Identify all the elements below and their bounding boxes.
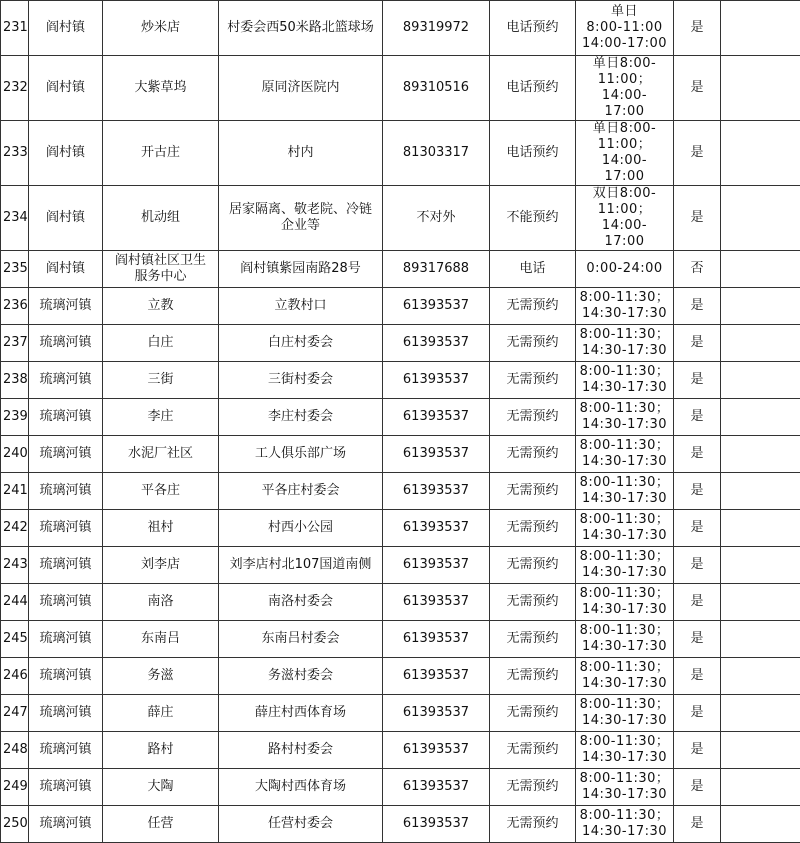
empty-cell bbox=[721, 399, 800, 436]
address-cell: 白庄村委会 bbox=[219, 325, 383, 362]
hours-cell: 8:00-11:30； 14:30-17:30 bbox=[576, 473, 674, 510]
phone-cell: 61393537 bbox=[383, 473, 490, 510]
booking-mode-cell: 无需预约 bbox=[490, 658, 576, 695]
flag-cell: 是 bbox=[674, 695, 721, 732]
flag-cell: 是 bbox=[674, 806, 721, 843]
empty-cell bbox=[721, 325, 800, 362]
booking-mode-cell: 无需预约 bbox=[490, 547, 576, 584]
town-cell: 琉璃河镇 bbox=[29, 769, 103, 806]
site-name-cell: 阎村镇社区卫生 服务中心 bbox=[103, 251, 219, 288]
table-row bbox=[1, 510, 800, 547]
table-body bbox=[1, 1, 800, 843]
site-name-cell: 大紫草坞 bbox=[103, 56, 219, 121]
address-cell: 务滋村委会 bbox=[219, 658, 383, 695]
site-name-cell: 祖村 bbox=[103, 510, 219, 547]
booking-mode-cell: 无需预约 bbox=[490, 362, 576, 399]
phone-cell: 61393537 bbox=[383, 510, 490, 547]
address-cell: 南洛村委会 bbox=[219, 584, 383, 621]
site-name-cell: 南洛 bbox=[103, 584, 219, 621]
row-number: 248 bbox=[1, 732, 29, 769]
phone-cell: 61393537 bbox=[383, 547, 490, 584]
address-cell: 村内 bbox=[219, 121, 383, 186]
address-cell: 任营村委会 bbox=[219, 806, 383, 843]
booking-mode-cell: 电话预约 bbox=[490, 1, 576, 56]
phone-cell: 89317688 bbox=[383, 251, 490, 288]
site-name-cell: 平各庄 bbox=[103, 473, 219, 510]
empty-cell bbox=[721, 1, 800, 56]
site-name-cell: 东南吕 bbox=[103, 621, 219, 658]
booking-mode-cell: 无需预约 bbox=[490, 621, 576, 658]
table-row bbox=[1, 547, 800, 584]
flag-cell: 是 bbox=[674, 769, 721, 806]
phone-cell: 61393537 bbox=[383, 769, 490, 806]
row-number: 239 bbox=[1, 399, 29, 436]
phone-cell: 61393537 bbox=[383, 288, 490, 325]
address-cell: 村西小公园 bbox=[219, 510, 383, 547]
empty-cell bbox=[721, 288, 800, 325]
town-cell: 琉璃河镇 bbox=[29, 732, 103, 769]
flag-cell: 是 bbox=[674, 658, 721, 695]
table-row bbox=[1, 288, 800, 325]
phone-cell: 61393537 bbox=[383, 621, 490, 658]
table-row bbox=[1, 473, 800, 510]
address-cell: 路村村委会 bbox=[219, 732, 383, 769]
table-row bbox=[1, 436, 800, 473]
flag-cell: 是 bbox=[674, 584, 721, 621]
hours-cell: 单日8:00- 11:00；14:00- 17:00 bbox=[576, 56, 674, 121]
booking-mode-cell: 无需预约 bbox=[490, 399, 576, 436]
flag-cell: 是 bbox=[674, 436, 721, 473]
address-cell: 刘李店村北107国道南侧 bbox=[219, 547, 383, 584]
town-cell: 琉璃河镇 bbox=[29, 584, 103, 621]
town-cell: 琉璃河镇 bbox=[29, 658, 103, 695]
table-row bbox=[1, 251, 800, 288]
row-number: 244 bbox=[1, 584, 29, 621]
booking-mode-cell: 无需预约 bbox=[490, 473, 576, 510]
row-number: 243 bbox=[1, 547, 29, 584]
address-cell: 东南吕村委会 bbox=[219, 621, 383, 658]
flag-cell: 是 bbox=[674, 547, 721, 584]
empty-cell bbox=[721, 510, 800, 547]
phone-cell: 61393537 bbox=[383, 362, 490, 399]
flag-cell: 是 bbox=[674, 1, 721, 56]
hours-cell: 单日8:00- 11:00；14:00- 17:00 bbox=[576, 121, 674, 186]
address-cell: 阎村镇紫园南路28号 bbox=[219, 251, 383, 288]
flag-cell: 是 bbox=[674, 621, 721, 658]
booking-mode-cell: 电话预约 bbox=[490, 56, 576, 121]
hours-cell: 8:00-11:30； 14:30-17:30 bbox=[576, 399, 674, 436]
site-name-cell: 薛庄 bbox=[103, 695, 219, 732]
flag-cell: 是 bbox=[674, 288, 721, 325]
hours-cell: 8:00-11:30； 14:30-17:30 bbox=[576, 732, 674, 769]
flag-cell: 是 bbox=[674, 325, 721, 362]
hours-cell: 双日8:00- 11:00；14:00- 17:00 bbox=[576, 186, 674, 251]
town-cell: 琉璃河镇 bbox=[29, 399, 103, 436]
booking-mode-cell: 无需预约 bbox=[490, 806, 576, 843]
flag-cell: 否 bbox=[674, 251, 721, 288]
town-cell: 琉璃河镇 bbox=[29, 473, 103, 510]
flag-cell: 是 bbox=[674, 121, 721, 186]
flag-cell: 是 bbox=[674, 732, 721, 769]
hours-cell: 8:00-11:30； 14:30-17:30 bbox=[576, 806, 674, 843]
site-name-cell: 路村 bbox=[103, 732, 219, 769]
town-cell: 阎村镇 bbox=[29, 121, 103, 186]
row-number: 236 bbox=[1, 288, 29, 325]
row-number: 247 bbox=[1, 695, 29, 732]
table-row bbox=[1, 584, 800, 621]
address-cell: 李庄村委会 bbox=[219, 399, 383, 436]
address-cell: 平各庄村委会 bbox=[219, 473, 383, 510]
row-number: 250 bbox=[1, 806, 29, 843]
site-name-cell: 大陶 bbox=[103, 769, 219, 806]
phone-cell: 61393537 bbox=[383, 584, 490, 621]
table-row bbox=[1, 362, 800, 399]
table-row bbox=[1, 399, 800, 436]
table-row bbox=[1, 732, 800, 769]
hours-cell: 8:00-11:30； 14:30-17:30 bbox=[576, 288, 674, 325]
booking-mode-cell: 不能预约 bbox=[490, 186, 576, 251]
table-row bbox=[1, 658, 800, 695]
flag-cell: 是 bbox=[674, 399, 721, 436]
phone-cell: 61393537 bbox=[383, 695, 490, 732]
town-cell: 琉璃河镇 bbox=[29, 621, 103, 658]
table-row bbox=[1, 769, 800, 806]
phone-cell: 61393537 bbox=[383, 658, 490, 695]
site-name-cell: 水泥厂社区 bbox=[103, 436, 219, 473]
empty-cell bbox=[721, 806, 800, 843]
phone-cell: 89310516 bbox=[383, 56, 490, 121]
empty-cell bbox=[721, 362, 800, 399]
empty-cell bbox=[721, 186, 800, 251]
table-row bbox=[1, 695, 800, 732]
site-name-cell: 务滋 bbox=[103, 658, 219, 695]
empty-cell bbox=[721, 56, 800, 121]
address-cell: 工人俱乐部广场 bbox=[219, 436, 383, 473]
table-row bbox=[1, 325, 800, 362]
town-cell: 琉璃河镇 bbox=[29, 695, 103, 732]
address-cell: 薛庄村西体育场 bbox=[219, 695, 383, 732]
site-name-cell: 机动组 bbox=[103, 186, 219, 251]
booking-mode-cell: 无需预约 bbox=[490, 510, 576, 547]
row-number: 231 bbox=[1, 1, 29, 56]
hours-cell: 8:00-11:30； 14:30-17:30 bbox=[576, 621, 674, 658]
booking-mode-cell: 无需预约 bbox=[490, 584, 576, 621]
empty-cell bbox=[721, 251, 800, 288]
site-name-cell: 开古庄 bbox=[103, 121, 219, 186]
booking-mode-cell: 无需预约 bbox=[490, 769, 576, 806]
phone-cell: 61393537 bbox=[383, 732, 490, 769]
hours-cell: 8:00-11:30； 14:30-17:30 bbox=[576, 695, 674, 732]
row-number: 232 bbox=[1, 56, 29, 121]
hours-cell: 8:00-11:30； 14:30-17:30 bbox=[576, 547, 674, 584]
row-number: 238 bbox=[1, 362, 29, 399]
empty-cell bbox=[721, 695, 800, 732]
booking-mode-cell: 无需预约 bbox=[490, 288, 576, 325]
flag-cell: 是 bbox=[674, 473, 721, 510]
empty-cell bbox=[721, 658, 800, 695]
hours-cell: 8:00-11:30； 14:30-17:30 bbox=[576, 584, 674, 621]
town-cell: 琉璃河镇 bbox=[29, 547, 103, 584]
town-cell: 阎村镇 bbox=[29, 1, 103, 56]
site-name-cell: 刘李店 bbox=[103, 547, 219, 584]
site-name-cell: 炒米店 bbox=[103, 1, 219, 56]
site-name-cell: 李庄 bbox=[103, 399, 219, 436]
table-row bbox=[1, 621, 800, 658]
address-cell: 三街村委会 bbox=[219, 362, 383, 399]
town-cell: 阎村镇 bbox=[29, 56, 103, 121]
table-row bbox=[1, 806, 800, 843]
flag-cell: 是 bbox=[674, 186, 721, 251]
empty-cell bbox=[721, 473, 800, 510]
town-cell: 阎村镇 bbox=[29, 251, 103, 288]
flag-cell: 是 bbox=[674, 362, 721, 399]
hours-cell: 8:00-11:30； 14:30-17:30 bbox=[576, 510, 674, 547]
row-number: 242 bbox=[1, 510, 29, 547]
phone-cell: 81303317 bbox=[383, 121, 490, 186]
hours-cell: 8:00-11:30； 14:30-17:30 bbox=[576, 436, 674, 473]
town-cell: 琉璃河镇 bbox=[29, 325, 103, 362]
phone-cell: 61393537 bbox=[383, 436, 490, 473]
address-cell: 原同济医院内 bbox=[219, 56, 383, 121]
hours-cell: 单日 8:00-11:00 14:00-17:00 bbox=[576, 1, 674, 56]
table-row bbox=[1, 56, 800, 121]
flag-cell: 是 bbox=[674, 56, 721, 121]
address-cell: 大陶村西体育场 bbox=[219, 769, 383, 806]
empty-cell bbox=[721, 584, 800, 621]
town-cell: 琉璃河镇 bbox=[29, 806, 103, 843]
empty-cell bbox=[721, 547, 800, 584]
site-name-cell: 立教 bbox=[103, 288, 219, 325]
town-cell: 阎村镇 bbox=[29, 186, 103, 251]
site-name-cell: 三街 bbox=[103, 362, 219, 399]
hours-cell: 8:00-11:30； 14:30-17:30 bbox=[576, 658, 674, 695]
row-number: 241 bbox=[1, 473, 29, 510]
hours-cell: 8:00-11:30； 14:30-17:30 bbox=[576, 325, 674, 362]
row-number: 233 bbox=[1, 121, 29, 186]
table-row bbox=[1, 186, 800, 251]
address-cell: 居家隔离、敬老院、冷链 企业等 bbox=[219, 186, 383, 251]
hours-cell: 8:00-11:30； 14:30-17:30 bbox=[576, 769, 674, 806]
empty-cell bbox=[721, 121, 800, 186]
row-number: 240 bbox=[1, 436, 29, 473]
phone-cell: 不对外 bbox=[383, 186, 490, 251]
table-row bbox=[1, 1, 800, 56]
town-cell: 琉璃河镇 bbox=[29, 436, 103, 473]
site-name-cell: 白庄 bbox=[103, 325, 219, 362]
booking-mode-cell: 无需预约 bbox=[490, 436, 576, 473]
town-cell: 琉璃河镇 bbox=[29, 288, 103, 325]
address-cell: 村委会西50米路北篮球场 bbox=[219, 1, 383, 56]
town-cell: 琉璃河镇 bbox=[29, 362, 103, 399]
row-number: 246 bbox=[1, 658, 29, 695]
hours-cell: 8:00-11:30； 14:30-17:30 bbox=[576, 362, 674, 399]
booking-mode-cell: 电话 bbox=[490, 251, 576, 288]
hours-cell: 0:00-24:00 bbox=[576, 251, 674, 288]
phone-cell: 61393537 bbox=[383, 325, 490, 362]
site-name-cell: 任营 bbox=[103, 806, 219, 843]
booking-mode-cell: 无需预约 bbox=[490, 732, 576, 769]
booking-mode-cell: 电话预约 bbox=[490, 121, 576, 186]
town-cell: 琉璃河镇 bbox=[29, 510, 103, 547]
row-number: 234 bbox=[1, 186, 29, 251]
phone-cell: 89319972 bbox=[383, 1, 490, 56]
empty-cell bbox=[721, 769, 800, 806]
row-number: 237 bbox=[1, 325, 29, 362]
row-number: 245 bbox=[1, 621, 29, 658]
empty-cell bbox=[721, 732, 800, 769]
phone-cell: 61393537 bbox=[383, 806, 490, 843]
booking-mode-cell: 无需预约 bbox=[490, 695, 576, 732]
row-number: 235 bbox=[1, 251, 29, 288]
flag-cell: 是 bbox=[674, 510, 721, 547]
empty-cell bbox=[721, 436, 800, 473]
table-row bbox=[1, 121, 800, 186]
phone-cell: 61393537 bbox=[383, 399, 490, 436]
row-number: 249 bbox=[1, 769, 29, 806]
empty-cell bbox=[721, 621, 800, 658]
address-cell: 立教村口 bbox=[219, 288, 383, 325]
booking-mode-cell: 无需预约 bbox=[490, 325, 576, 362]
